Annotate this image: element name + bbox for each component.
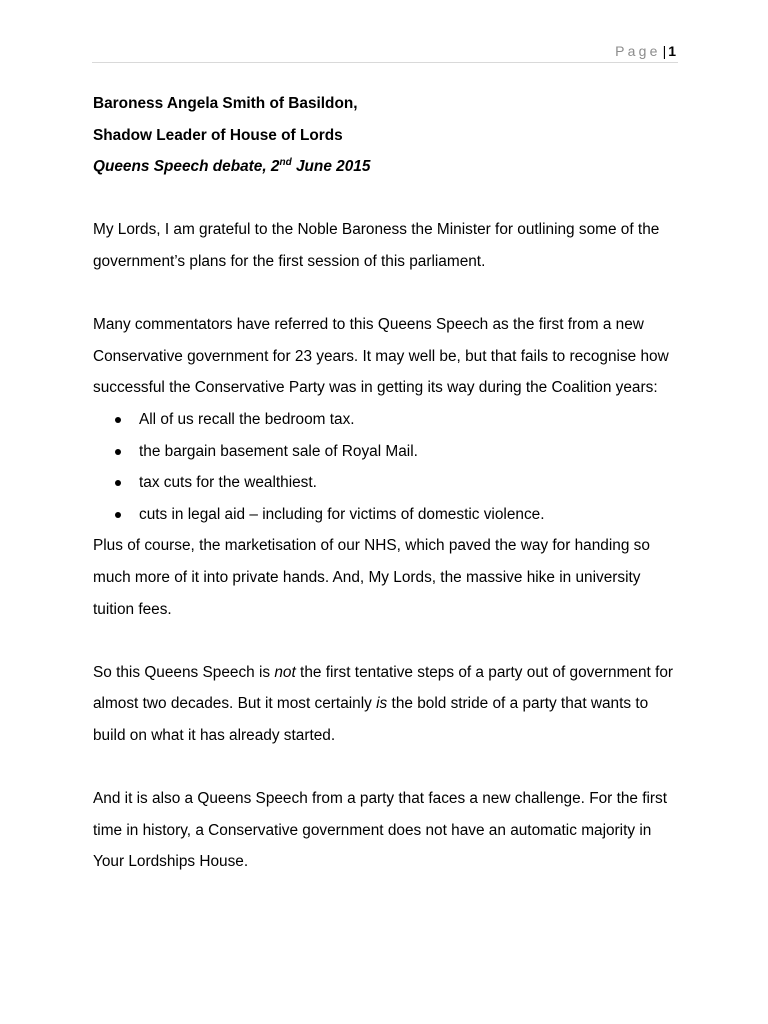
debate-title-ordinal: nd <box>279 157 292 169</box>
list-item <box>93 499 683 531</box>
speaker-title: Shadow Leader of House of Lords <box>93 126 343 144</box>
page-number: 1 <box>668 43 676 59</box>
debate-title-main: Queens Speech debate, 2 <box>93 158 280 176</box>
coalition-policy-list <box>93 404 683 530</box>
bullet-icon <box>115 512 121 518</box>
speaker-name: Baroness Angela Smith of Basildon, <box>93 95 358 112</box>
debate-title-date: June 2015 <box>291 158 371 176</box>
paragraph-gap <box>93 183 683 215</box>
list-item <box>93 467 683 499</box>
bullet-icon <box>115 449 121 455</box>
page-header <box>92 42 678 63</box>
page-separator: | <box>662 43 667 59</box>
paragraph-gap <box>93 278 683 310</box>
paragraph-gap <box>93 751 683 783</box>
paragraph-opening: My Lords, I am grateful to the Noble Baroness the Minister for outlining some of the government’s plans for the first session of this parliament. <box>93 221 660 270</box>
p4-emphasis-is: is <box>376 695 388 713</box>
paragraph-nhs: Plus of course, the marketisation of our NHS, which paved the way for handing so much more of it into private hands. And, My Lords, the massive hike in university tuition fees. <box>93 537 650 618</box>
paragraph-new-challenge: And it is also a Queens Speech from a party that faces a new challenge. For the first time in history, a Conservative government does not have an automatic majority in Your Lordships House. <box>93 790 668 871</box>
bullet-icon <box>115 480 121 486</box>
list-item-text: All of us recall the bedroom tax. <box>139 410 355 428</box>
paragraph-gap <box>93 625 683 657</box>
list-item-text: tax cuts for the wealthiest. <box>139 474 317 492</box>
paragraph-commentators: Many commentators have referred to this Queens Speech as the first from a new Conservative government for 23 years. It may well be, but that fails to recognise how successful the Conservative Party was in getting its way during the Coalition years: <box>93 316 669 397</box>
p4-emphasis-not: not <box>274 663 296 681</box>
p4-part1: So this Queens Speech is <box>93 663 275 681</box>
page-word: Page <box>615 43 661 59</box>
paragraph-bold-stride <box>93 657 683 752</box>
list-item <box>93 436 683 468</box>
page-number-label <box>615 42 676 60</box>
p4-part2: the first tentative steps of a party out of government for almost two decades. But it most certainly <box>93 663 674 713</box>
list-item-text: cuts in legal aid – including for victims of domestic violence. <box>139 505 545 523</box>
list-item <box>93 404 683 436</box>
document-body <box>93 88 683 878</box>
p4-part3: the bold stride of a party that wants to build on what it has already started. <box>93 695 649 744</box>
bullet-icon <box>115 417 121 423</box>
list-item-text: the bargain basement sale of Royal Mail. <box>139 442 418 460</box>
debate-title <box>93 151 683 183</box>
